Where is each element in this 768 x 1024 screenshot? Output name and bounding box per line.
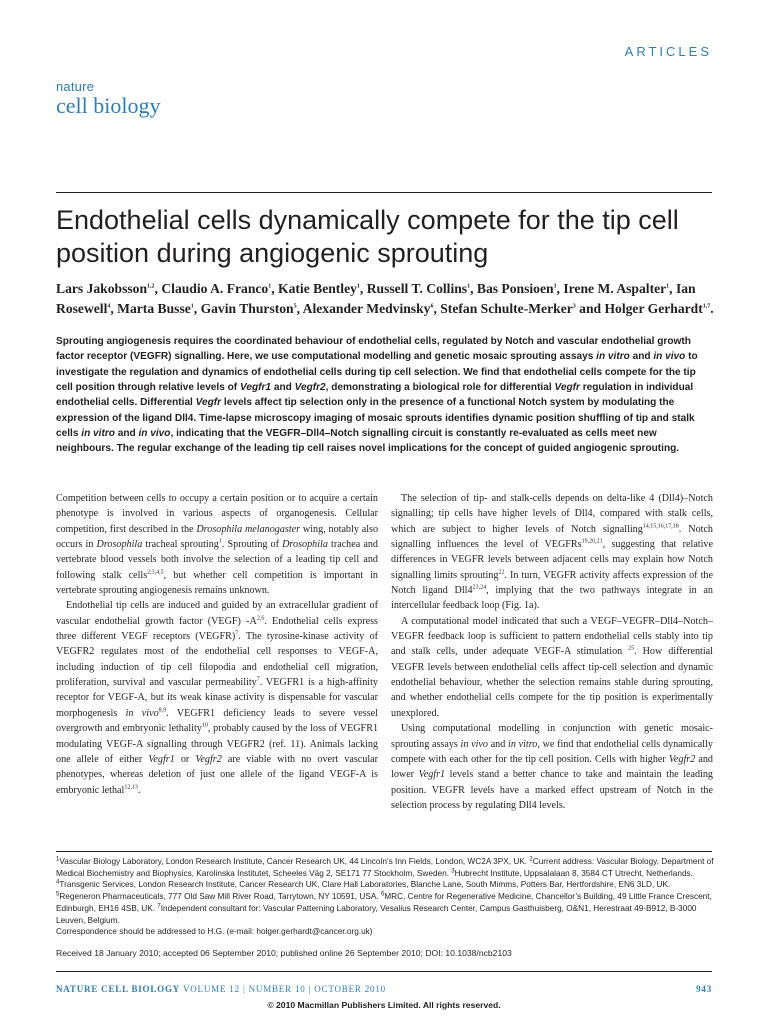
copyright-notice: © 2010 Macmillan Publishers Limited. All rights reserved. [267,1000,501,1010]
footer-citation [56,984,386,994]
body-paragraph: The selection of tip- and stalk-cells depends on delta-like 4 (Dll4)–Notch signalling; tip cells have higher levels of Dll4, compared with stalk cells, which are subject to higher levels of Notch signalling$^{14,15,16,17,18}$. Notch signalling influences the level of VEGFRs$^{19,20,21}$, suggesting that relative differences in VEGFR levels between adjacent cells may explain how Notch signalling limits sprouting$^{22}$. In turn, VEGFR activity affects expression of the Notch ligand Dll4$^{23,24}$, implying that the two pathways integrate in an intercellular feedback loop (Fig. 1a). [391,493,713,612]
logo-line-nature: nature [56,79,95,94]
section-label: ARTICLES [624,44,712,59]
article-title: Endothelial cells dynamically compete for the tip cell position during angiogenic sprouting [56,205,679,268]
body-column-left [56,491,378,798]
logo-line-cell-biology: cell biology [56,93,161,118]
page-number: 943 [696,984,712,994]
abstract: Sprouting angiogenesis requires the coordinated behaviour of endothelial cells, regulated by Notch and vascular endothelial growth factor receptor (VEGFR) signalling. Here, we use computational modelling and genetic mosaic sprouting assays in vitro and in vivo to investigate the regulation and dynamics of endothelial cells during tip cell selection. We find that endothelial cells compete for the tip cell position through relative levels of Vegfr1 and Vegfr2, demonstrating a biological role for differential Vegfr regulation in individual endothelial cells. Differential Vegfr levels affect tip selection only in the presence of a functional Notch system by modulating the expression of the ligand Dll4. Time-lapse microscopy imaging of mosaic sprouts identifies dynamic position shuffling of tip and stalk cells in vitro and in vivo, indicating that the VEGFR–Dll4–Notch signalling circuit is constantly re-evaluated as cells meet new neighbours. The regular exchange of the leading tip cell raises novel implications for the concept of guided angiogenic sprouting. [56,336,698,455]
affiliation-rule [56,851,712,852]
footer-journal-name: NATURE CELL BIOLOGY [56,984,181,994]
author-list: Lars Jakobsson$^{1,2}$, Claudio A. Franco$^1$, Katie Bentley$^1$, Russell T. Collins$^1$, Bas Ponsioen$^3$, Irene M. Aspalter$^1$, Ian Rosewell$^4$, Marta Busse$^1$, Gavin Thurston$^5$, Alexander Medvinsky$^6$, Stefan Schulte-Merker$^3$ and Holger Gerhardt$^{1,7}$. [56,281,714,316]
received-dates: Received 18 January 2010; accepted 06 September 2010; published online 26 September 2010; DOI: 10.1038/ncb2103 [56,948,512,958]
body-paragraph: Using computational modelling in conjunction with genetic mosaic-sprouting assays in vivo and in vitro, we find that endothelial cells dynamically compete with each other for the tip cell position. Cells with higher Vegfr2 and lower Vegfr1 levels stand a better chance to take and maintain the leading position. VEGFR levels have a marked effect upstream of Notch in the selection process by regulating Dll4 levels. [391,723,713,811]
journal-logo[interactable] [56,80,160,117]
affiliations: $^1$Vascular Biology Laboratory, London Research Institute, Cancer Research UK, 44 Lincoln’s Inn Fields, London, WC2A 3PX, UK. $^2$Current address: Vascular Biology, Department of Medical Biochemistry and Biophysics, Karolinska Institutet, Scheeles Väg 2, SE171 77 Stockholm, Sweden. $^3$Hubrecht Institute, Uppsalalaan 8, 3584 CT Utrecht, Netherlands. $^4$Transgenic Services, London Research Institute, Cancer Research UK, Clare Hall Laboratories, Blanche Lane, South Mimms, Potters Bar, Hertfordshire, EN6 3LD, UK. $^5$Regeneron Pharmaceuticals, 777 Old Saw Mill River Road, Tarrytown, NY 10591, USA. $^6$MRC, Centre for Regenerative Medicine, Chancellor’s Building, 49 Little France Crescent, Edinburgh, EH16 4SB, UK. $^7$Independent consultant for: Vascular Patterning Laboratory, Vesalius Research Center, Campus Gasthuisberg, O&N1, Herestraat 49-B912, B-3000 Leuven, Belgium. Correspondence should be addressed to H.G. (e-mail: holger.gerhardt@cancer.org.uk) [56,856,714,937]
body-paragraph: A computational model indicated that such a VEGF–VEGFR–Dll4–Notch–VEGFR feedback loop is sufficient to pattern endothelial cells stably into tip and stalk cells, under adequate VEGF-A stimulation $^{25}$. How differential VEGFR levels between endothelial cells affect tip-cell selection and dynamic endothelial behaviour, whether the selection remains stable during sprouting, and whether endothelial cells compete for the tip position is experimentally unexplored. [391,615,713,719]
header-rule [56,192,712,193]
body-paragraph: Competition between cells to occupy a certain position or to acquire a certain phenotype is involved in various aspects of organogenesis. Cellular competition, first described in the Drosophila melanogaster wing, notably also occurs in Drosophila tracheal sprouting$^1$. Sprouting of Drosophila trachea and vertebrate blood vessels both involve the selection of a leading tip cell and following stalk cells$^{2,3,4,5}$, but whether cell competition is important in vertebrate sprouting angiogenesis remains unknown. [56,493,379,597]
body-column-right [391,491,713,813]
body-paragraph: Endothelial tip cells are induced and guided by an extracellular gradient of vascular endothelial growth factor (VEGF) $-A^{2,6}$. Endothelial cells express three different VEGF receptors (VEGFR)$^7$. The tyrosine-kinase activity of VEGFR2 regulates most of the endothelial cell responses to VEGF-A, including induction of tip cell filopodia and endothelial cell migration, proliferation, survival and vascular permeability$^7$. VEGFR1 is a high-affinity receptor for VEGF-A, but its weak kinase activity is dispensable for vascular morphogenesis in vivo$^{8,9}$. VEGFR1 deficiency leads to severe vessel overgrowth and embryonic lethality$^{10}$, probably caused by the loss of VEGFR1 modulating VEGF-A signalling through VEGFR2 (ref. 11). Animals lacking one allele of either Vegfr1 or Vegfr2 are viable with no overt vascular phenotypes, whereas deletion of just one allele of the ligand VEGF-A is embryonic lethal$^{12,13}$. [56,600,379,796]
footer-rule [56,971,712,972]
footer-issue: VOLUME 12 | NUMBER 10 | OCTOBER 2010 [182,984,386,994]
